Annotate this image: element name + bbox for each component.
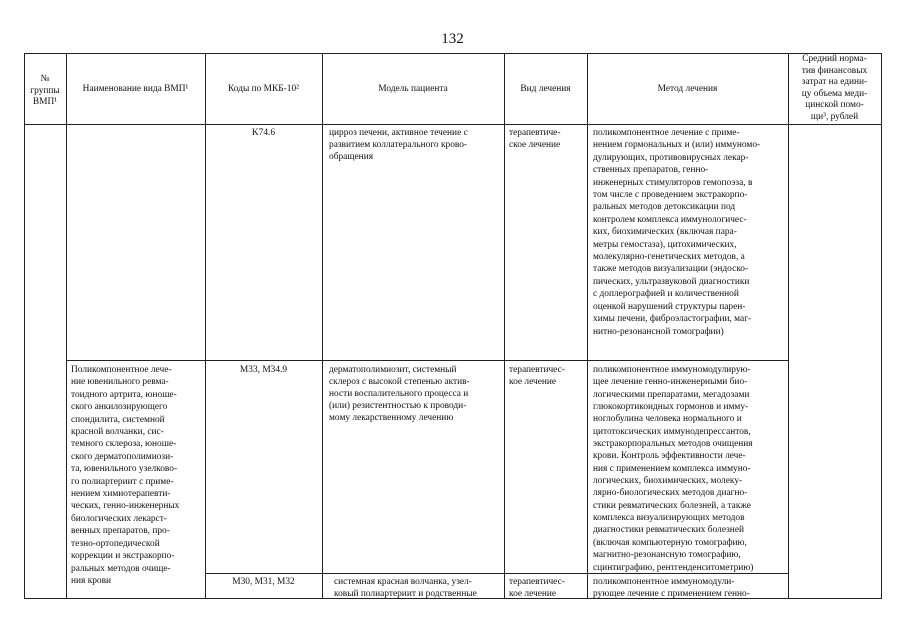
row3-codes: M30, M31, M32 <box>232 577 295 587</box>
col-line-5 <box>587 53 588 599</box>
header-average-cost: Средний норма- тив финансовых затрат на едини- цу объема меди- цинской помо- щи³, рублей <box>801 54 868 122</box>
row2-codes: M33, M34.9 <box>239 365 288 375</box>
header-patient-model: Модель пациента <box>378 84 448 94</box>
header-treatment-type: Вид лечения <box>520 84 571 94</box>
row1-codes: K74.6 <box>251 128 276 138</box>
header-group-number: № группы ВМП¹ <box>30 74 60 107</box>
col-line-3 <box>322 53 323 599</box>
row1-treatment-method: поликомпонентное лечение с приме- нением гормональных и (или) иммуномо- дулирующих, противовирусных лекар- ственных препаратов, генно- инженерных стимуляторов гемопоэза, в том числе с проведением экстракорпо- ральных методов детоксикации под контролем комплекса иммунологичес- ких, биохимических (включая пара- метры гемостаза), цитохимических, молекулярно-генетических методов, а также методов визуализации (эндоско- пических, ультразвуковой диагностики с доплерографией и количественной оценкой нарушений структуры парен- химы печени, фиброэластографии, маг- нитно-резонансной томографии) <box>593 128 761 337</box>
row2-vmp-name: Поликомпонентное лече- ние ювенильного ревма- тоидного артрита, юноше- ского анкилозирующего спондилита, системной красной волчанки, сис- темного склероза, юноше- ского дерматополимиози- та, ювенильного узелково- го полиартериит с приме- нением химиотерапевти- ческих, генно-инженерных биологических лекарст- венных препаратов, про- тезно-ортопедической коррекции и экстракорпо- ральных методов очище- ния крови <box>71 365 180 586</box>
col-line-0 <box>24 53 25 599</box>
table-top-border <box>24 53 882 54</box>
row-divider-1 <box>66 360 788 361</box>
header-treatment-method: Метод лечения <box>657 84 718 94</box>
col-line-4 <box>504 53 505 599</box>
row3-treatment-method: поликомпонентное иммуномодули- рующее лечение с применением генно- <box>593 577 750 599</box>
page-number: 132 <box>441 31 464 47</box>
col-line-7 <box>881 53 882 599</box>
row2-treatment-method: поликомпонентное иммуномодулирую- щее лечение генно-инженерными био- логическими препаратами, мегадозами глюкокортикоидных гормонов и имму- ноглобулина человека нормального и цитотоксических иммунодепрессантов, экстракорпоральных методов очищения крови. Контроль эффективности лече- ния с применением комплекса иммуно- логических, биохимических, молеку- лярно-биологических методов диагно- стики ревматических болезней, а также комплекса визуализирующих методов диагностики ревматических болезней (включая компьютерную томографию, магнитно-резонансную томографию, сцинтиграфию, рентгенденситометрию) <box>593 365 754 573</box>
row2-patient-model: дерматополимиозит, системный склероз с высокой степенью актив- ности воспалительного процесса и (или) резистентностью к проводи- мому лекарственному лечению <box>329 365 470 423</box>
row1-treatment-type: терапевтиче- ское лечение <box>509 128 561 150</box>
header-icd-codes: Коды по МКБ-10² <box>228 84 299 94</box>
header-bottom-border <box>24 124 882 125</box>
col-line-6 <box>788 53 789 599</box>
row1-patient-model: цирроз печени, активное течение с развитием коллатерального крово- обращения <box>329 128 468 162</box>
row3-treatment-type: терапевтичес- кое лечение <box>509 577 565 599</box>
row2-treatment-type: терапевтичес- кое лечение <box>509 365 565 387</box>
row3-patient-model: системная красная волчанка, узел- ковый полиартериит и родственные <box>334 577 477 599</box>
col-line-1 <box>66 53 67 599</box>
header-vmp-name: Наименование вида ВМП¹ <box>82 84 189 94</box>
